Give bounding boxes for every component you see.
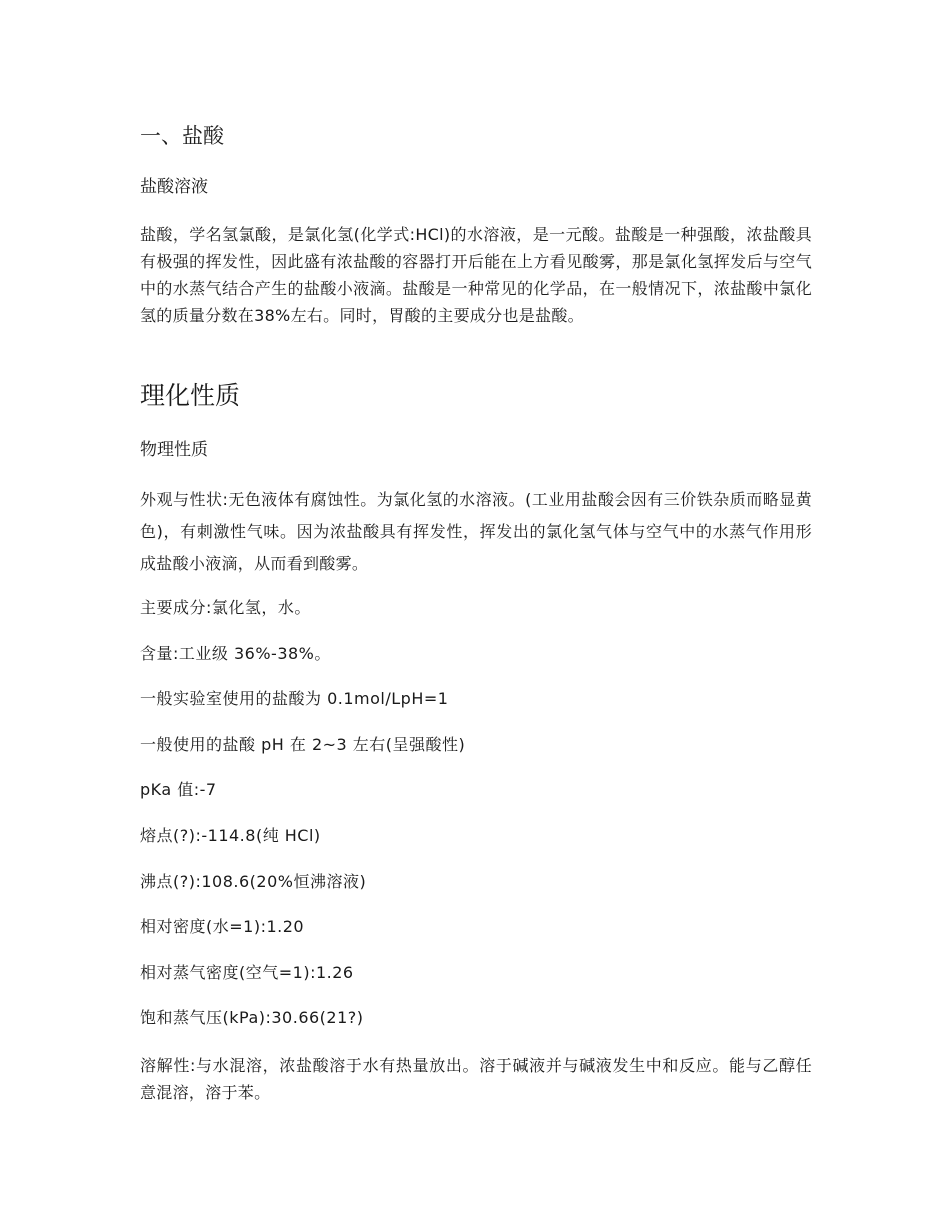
property-line: 饱和蒸气压(kPa):30.66(21?) xyxy=(140,1008,364,1027)
section-heading-hydrochloric-acid: 一、盐酸 xyxy=(140,124,224,148)
subheading-solution: 盐酸溶液 xyxy=(140,177,208,197)
property-line: 主要成分:氯化氢，水。 xyxy=(140,598,311,617)
subheading-physical-properties: 物理性质 xyxy=(140,440,208,460)
appearance-paragraph: 外观与性状:无色液体有腐蚀性。为氯化氢的水溶液。(工业用盐酸会因有三价铁杂质而略显黄色)，有刺激性气味。因为浓盐酸具有挥发性，挥发出的氯化氢气体与空气中的水蒸气作用形成盐酸小液滴，从而看到酸雾。 xyxy=(140,490,812,573)
property-line: 沸点(?):108.6(20%恒沸溶液) xyxy=(140,872,367,891)
property-line: 一般实验室使用的盐酸为 0.1mol/LpH=1 xyxy=(140,689,449,708)
property-line: 含量:工业级 36%-38%。 xyxy=(140,644,331,663)
intro-paragraph: 盐酸，学名氢氯酸，是氯化氢(化学式:HCl)的水溶液，是一元酸。盐酸是一种强酸，浓盐酸具有极强的挥发性，因此盛有浓盐酸的容器打开后能在上方看见酸雾，那是氯化氢挥发后与空气中的水蒸气结合产生的盐酸小液滴。盐酸是一种常见的化学品，在一般情况下，浓盐酸中氯化氢的质量分数在38%左右。同时，胃酸的主要成分也是盐酸。 xyxy=(140,225,812,325)
property-line: 一般使用的盐酸 pH 在 2~3 左右(呈强酸性) xyxy=(140,735,466,754)
property-line: 相对密度(水=1):1.20 xyxy=(140,917,305,936)
solubility-paragraph: 溶解性:与水混溶，浓盐酸溶于水有热量放出。溶于碱液并与碱液发生中和反应。能与乙醇任意混溶，溶于苯。 xyxy=(140,1056,812,1102)
section-heading-properties: 理化性质 xyxy=(140,381,241,410)
property-line: 相对蒸气密度(空气=1):1.26 xyxy=(140,963,354,982)
property-line: pKa 值:-7 xyxy=(140,780,217,799)
property-line: 熔点(?):-114.8(纯 HCl) xyxy=(140,826,321,845)
